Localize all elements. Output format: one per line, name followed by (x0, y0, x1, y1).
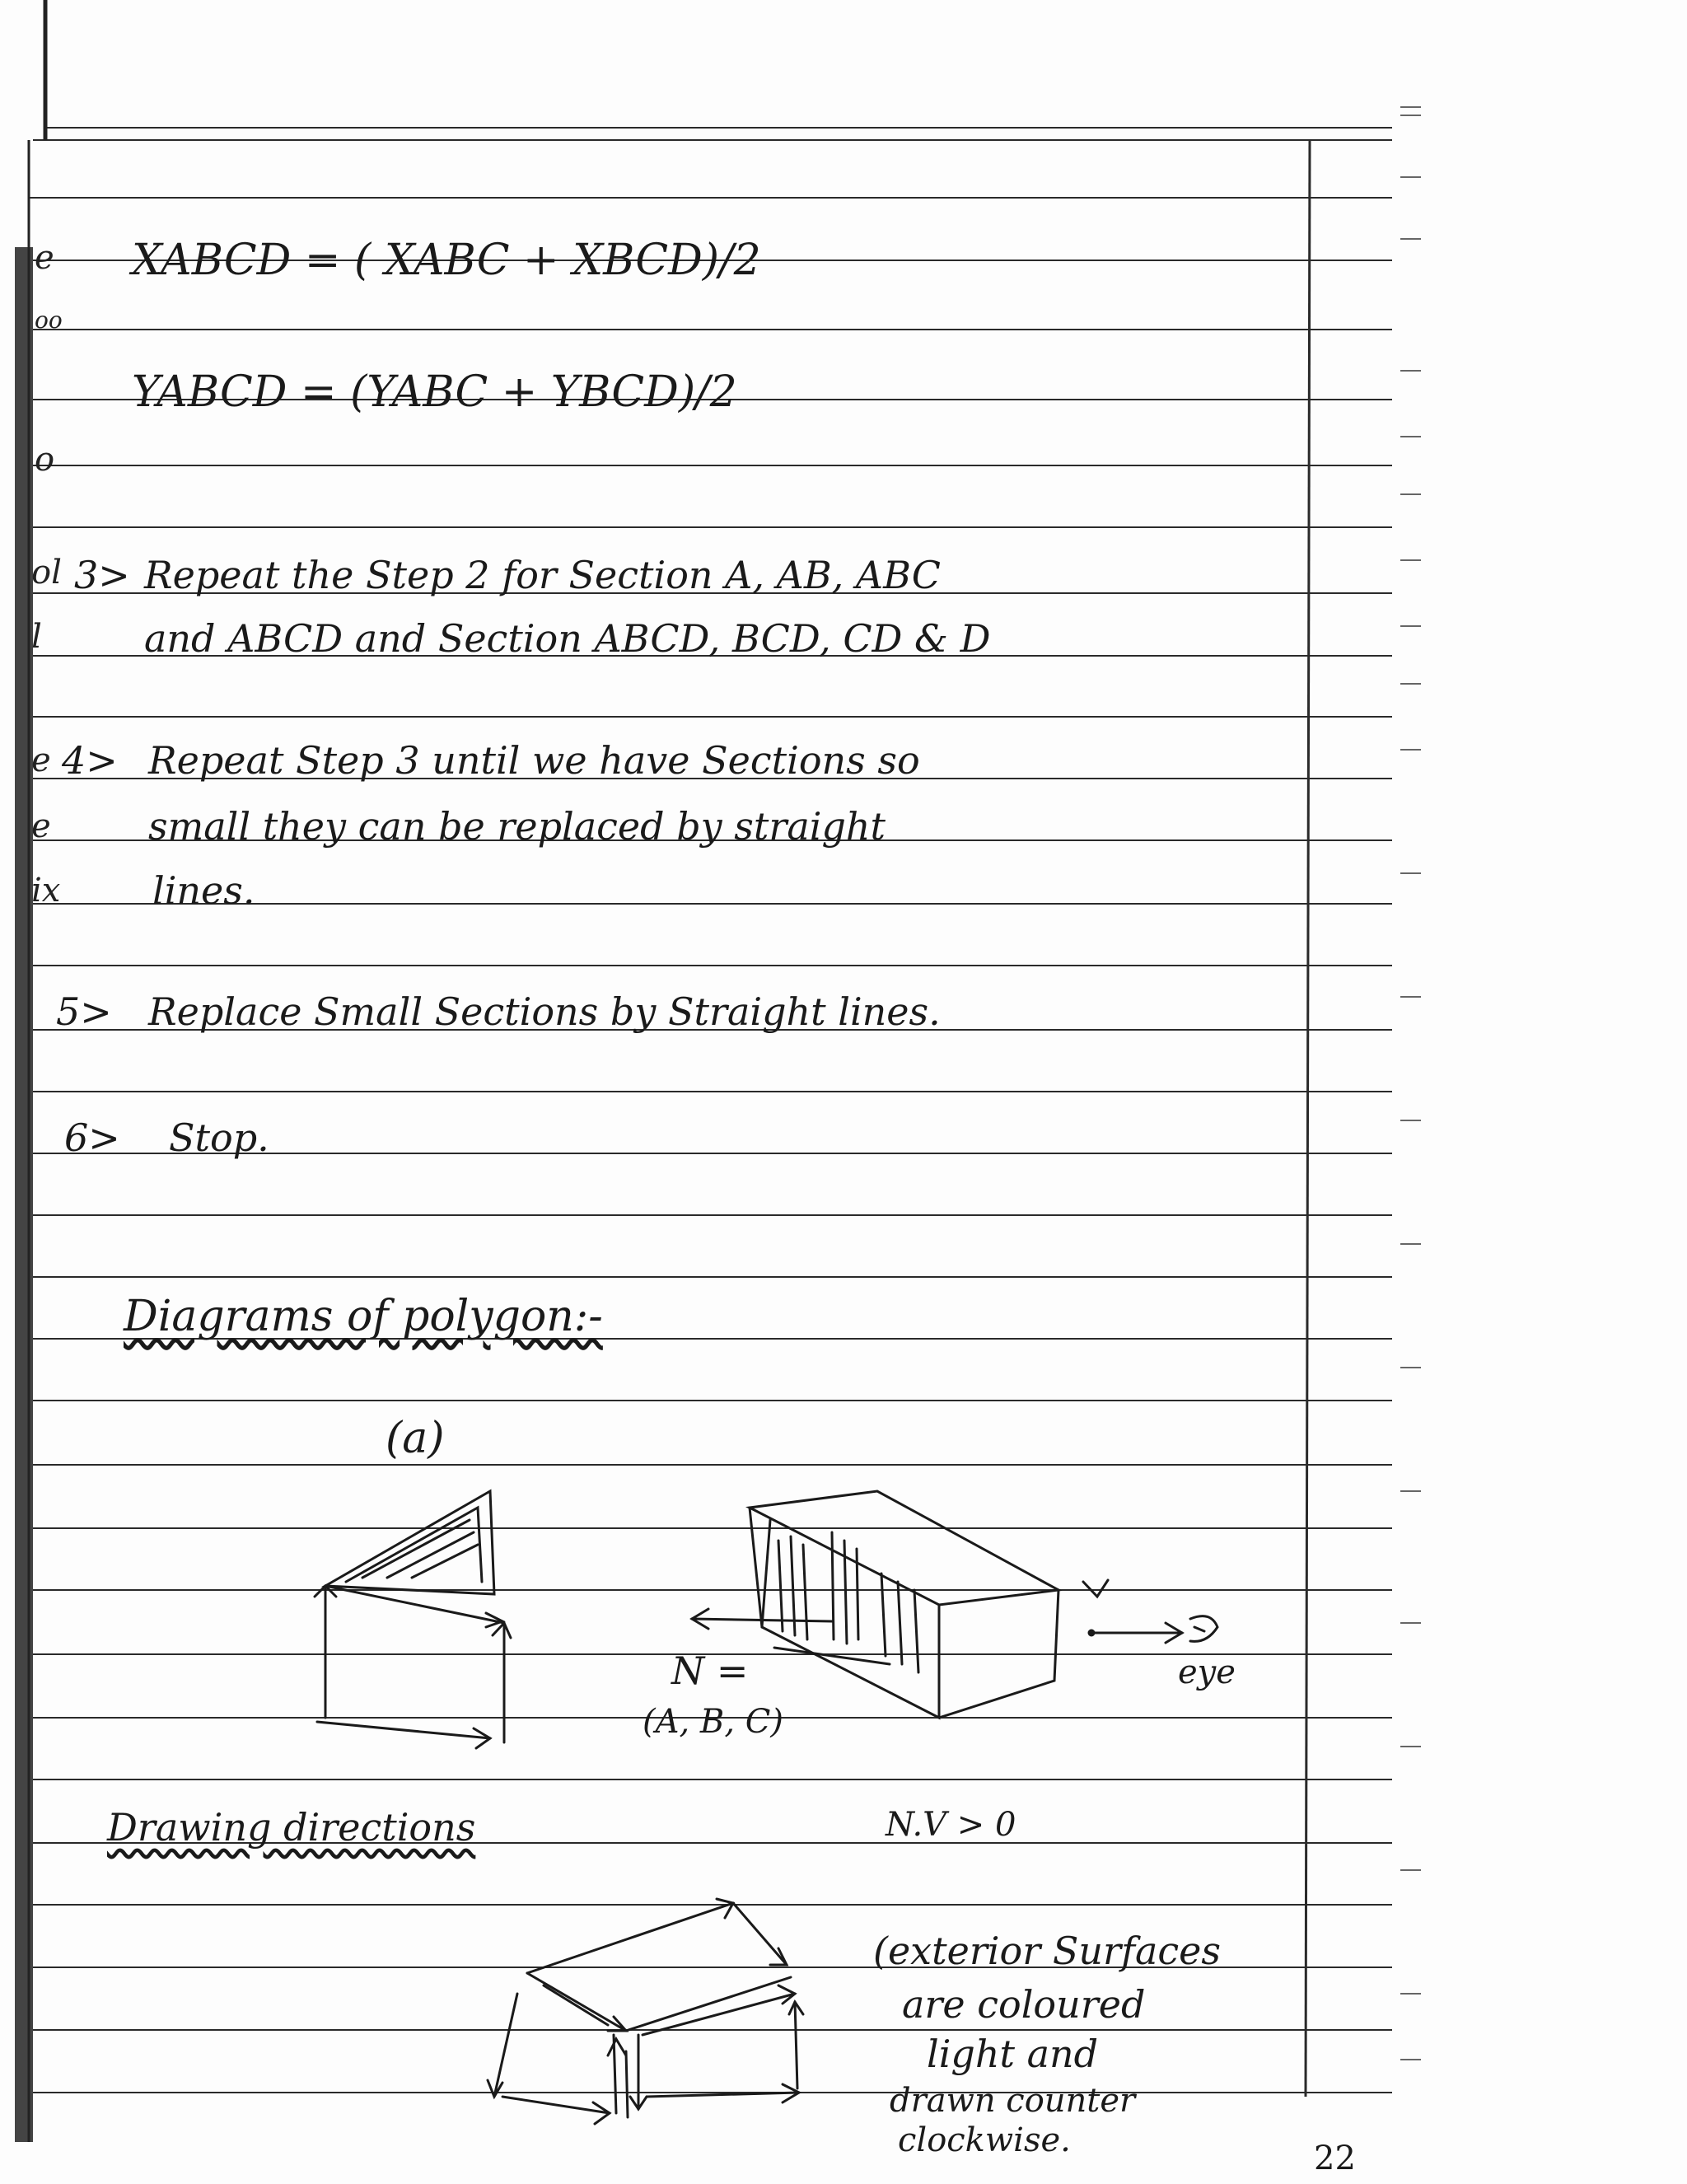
figure-a-label: (a) (386, 1414, 445, 1463)
note-line: (exterior Surfaces (873, 1929, 1221, 1973)
margin-fragment: e (35, 239, 54, 277)
step-text: Repeat Step 3 until we have Sections so (148, 738, 920, 783)
normal-label: N = (671, 1649, 749, 1693)
step-number: 6> (64, 1115, 120, 1160)
step-text-continued: and ABCD and Section ABCD, BCD, CD & D (144, 616, 991, 661)
eye-label: eye (1178, 1653, 1236, 1691)
margin-fragment: e (31, 807, 51, 845)
step-number: 3> (74, 553, 130, 597)
formula-y-abcd: YABCD = (YABC + YBCD)/2 (132, 367, 737, 417)
page-number: 22 (1314, 2140, 1356, 2177)
step-text: Repeat the Step 2 for Section A, AB, ABC (144, 553, 941, 597)
margin-fragment: ix (31, 872, 61, 910)
margin-fragment: e (31, 741, 51, 779)
note-line: are coloured (902, 1982, 1146, 2027)
note-line: clockwise. (898, 2121, 1071, 2159)
drawing-directions-heading: Drawing directions (107, 1805, 476, 1850)
step-number: 4> (62, 738, 118, 783)
step-text: Replace Small Sections by Straight lines. (148, 989, 941, 1034)
step-text: Stop. (169, 1115, 269, 1160)
diagrams-heading: Diagrams of polygon:- (124, 1292, 603, 1341)
note-line: drawn counter (890, 2082, 1136, 2120)
step-text-continued: small they can be replaced by straight (148, 804, 886, 849)
margin-fragment: o (35, 441, 55, 479)
margin-fragment: ol (31, 554, 62, 592)
step-text-continued: lines. (152, 868, 255, 913)
formula-x-abcd: XABCD = ( XABC + XBCD)/2 (132, 236, 761, 285)
margin-fragment: oo (35, 306, 63, 334)
dot-product-condition: N.V > 0 (886, 1806, 1016, 1844)
step-number: 5> (56, 989, 112, 1034)
margin-fragment: l (31, 618, 42, 656)
normal-value: (A, B, C) (643, 1703, 783, 1741)
note-line: light and (927, 2032, 1099, 2076)
